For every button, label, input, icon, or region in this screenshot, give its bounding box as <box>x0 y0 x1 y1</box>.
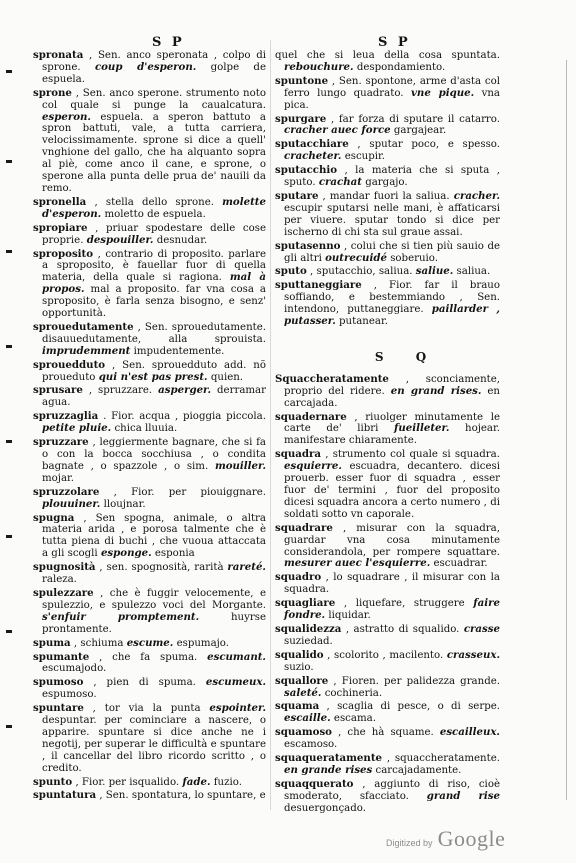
entry-definition: , sputar poco, e spesso. <box>357 139 500 151</box>
entry-french-equivalent: esquierre. <box>284 460 342 473</box>
entry-spanish-equivalent: escuadrar. <box>433 558 488 570</box>
entry-french-equivalent: vne pique. <box>411 86 475 99</box>
entry-headword: spronata <box>33 49 84 61</box>
dictionary-entry <box>33 50 266 86</box>
entry-headword: sprouedduto <box>33 358 106 371</box>
entry-definition: , misurar con la squadra, guardar vna cosa minutamente considerandola, per rompere squattare. <box>284 522 500 558</box>
entry-definition: , Sen. sprouedutamente. <box>137 321 266 333</box>
entry-headword: spurgare <box>275 112 327 125</box>
entry-headword: sproposito <box>33 247 94 260</box>
entry-french-equivalent: imprudemment <box>42 344 131 357</box>
entry-spanish-equivalent: liquidar. <box>328 610 371 622</box>
entry-spanish-equivalent: despuntar. per cominciare a nascere, o apparire. spuntare si dice anche ne i negotij, per superar le difficultà e spuntare , il cancellar del libro ricordo scritto , o credito. <box>42 715 266 774</box>
dictionary-entry <box>33 790 266 802</box>
entry-headword: spuntare <box>33 702 84 715</box>
entry-definition: , Sen. spontone, arme d'asta col ferro lungo quadrato. <box>284 75 500 99</box>
entry-spanish-equivalent: espuela. a speron battuto a spron battuti, vale, a tutta carriera, velocissimamente. sprone si dice a quell' vnghione del gallo, che ha alquanto sopra al piè, come anco il cane, e sprone, o sperone alla punta delle prua de' nauili da remo. <box>42 111 266 194</box>
entry-spanish-equivalent: suzio. <box>284 661 314 673</box>
entry-french-equivalent: escumant. <box>207 650 266 663</box>
page-edge-mark <box>6 440 12 443</box>
entry-french-equivalent: fueilleter. <box>393 422 450 435</box>
entry-french-equivalent: faire fondre. <box>284 597 500 622</box>
entry-definition: , squaccheratamente. <box>386 753 500 765</box>
entry-headword: squagliare <box>275 597 336 610</box>
entry-headword: sputo <box>275 265 307 278</box>
entry-headword: squallore <box>275 674 329 687</box>
entry-french-equivalent: fade. <box>182 775 211 788</box>
entry-definition: , aggiunto di riso, cioè smoderato, sfacciato. <box>284 778 500 802</box>
entry-spanish-equivalent: desnudar. <box>156 234 208 246</box>
entry-headword: squalido <box>275 648 324 661</box>
dictionary-entry <box>275 650 500 674</box>
page-edge-mark <box>6 70 12 73</box>
entry-definition: , sen. spognosità, rarità <box>99 562 224 574</box>
left-column <box>33 50 266 804</box>
running-head-right: S P <box>378 35 411 50</box>
entry-french-equivalent: escume. <box>126 636 174 649</box>
entry-headword: sprouedutamente <box>33 320 134 333</box>
entry-french-equivalent: en grand rises. <box>390 384 482 397</box>
entry-french-equivalent: en grande rises <box>284 763 373 776</box>
entry-headword: squadernare <box>275 410 347 423</box>
dictionary-entry <box>275 191 500 239</box>
entry-definition: , che fa spuma. <box>99 651 198 663</box>
entry-definition: , la materia che si sputa , sputo. <box>284 165 500 189</box>
entry-french-equivalent: mesurer auec l'esquierre. <box>284 557 431 570</box>
dictionary-entry <box>275 676 500 700</box>
dictionary-entry <box>275 139 500 163</box>
entry-definition: , sputacchio, saliua. <box>310 266 413 278</box>
entry-spanish-equivalent: esponia <box>154 548 195 560</box>
entry-spanish-equivalent: escamoso. <box>284 739 338 751</box>
entry-headword: squadro <box>275 571 322 584</box>
dictionary-entry <box>33 322 266 358</box>
entry-headword: squadrare <box>275 521 333 534</box>
dictionary-entry <box>33 249 266 320</box>
entry-french-equivalent: s'enfuir promptement. <box>42 610 200 623</box>
entry-headword: squaqueratamente <box>275 752 383 765</box>
entry-spanish-equivalent: soberuio. <box>390 252 438 264</box>
entry-headword: squaqquerato <box>275 777 354 790</box>
entry-headword: spumoso <box>33 676 84 689</box>
entry-headword: spruzzolare <box>33 485 100 498</box>
entry-spanish-equivalent: escupir sputarsi nelle mani, è affaticarsi per viuere. sputar tondo si dice per ischerno di chi sta sul graue assai. <box>284 202 500 238</box>
entry-definition: , tor via la punta <box>92 703 201 715</box>
entry-french-equivalent: molette d'esperon. <box>42 195 266 220</box>
entry-headword: squalidezza <box>275 622 342 635</box>
entry-spanish-equivalent: escuadra, decantero. dicesi prouerb. esser fuor di squadra , esser fuor de' termini , fuor del proposito dicesi squadra ancora a certo numero , di soldati sotto vn caporale. <box>284 461 500 520</box>
entry-headword: spuntone <box>275 74 329 87</box>
entry-french-equivalent: esponge. <box>100 547 152 560</box>
running-head-left: S P <box>152 35 185 50</box>
dictionary-entry <box>275 701 500 725</box>
entry-definition: , liquefare, struggere <box>343 598 465 610</box>
entry-definition: , riuolger minutamente le carte de' libri <box>284 411 500 435</box>
entry-definition: , Fior. per isqualido. <box>75 776 180 788</box>
entry-definition: , Fioren. per palidezza grande. <box>333 675 500 687</box>
dictionary-entry <box>33 197 266 221</box>
entry-spanish-equivalent: hojear. manifestare chiaramente. <box>284 423 500 447</box>
entry-spanish-equivalent: carcajadamente. <box>375 764 462 776</box>
entry-spanish-equivalent: espumoso. <box>42 689 97 701</box>
dictionary-entry <box>33 437 266 485</box>
entry-headword: sputacchiare <box>275 138 349 151</box>
entry-spanish-equivalent: escupir. <box>344 151 385 163</box>
entry-headword: sprusare <box>33 384 83 397</box>
entry-french-equivalent: despouiller. <box>86 233 154 246</box>
page-edge-mark <box>6 160 12 163</box>
dictionary-entry <box>33 88 266 195</box>
entry-definition: , Sen. anco sperone. strumento noto col quale si punge la caualcatura. <box>42 87 266 111</box>
entry-headword: spugnosità <box>33 561 96 574</box>
dictionary-entry <box>275 280 500 328</box>
entry-definition: , stella dello sprone. <box>94 196 214 208</box>
entry-french-equivalent: qui n'est pas prest. <box>98 370 208 383</box>
entry-headword: spropiare <box>33 221 88 234</box>
entry-spanish-equivalent: escama. <box>333 713 376 725</box>
entry-spanish-equivalent: derramar agua. <box>42 385 266 409</box>
entry-headword: sputtaneggiare <box>275 279 362 292</box>
dictionary-entry <box>33 638 266 650</box>
dictionary-entry <box>275 266 500 278</box>
entry-spanish-equivalent: cochineria. <box>324 687 383 699</box>
entry-definition: , leggiermente bagnare, che si fa o con la bocca socchiusa , o condita bagnate , o spazzole , o sim. <box>42 437 266 472</box>
entry-spanish-equivalent: huyrse prontamente. <box>42 611 266 635</box>
dictionary-entry <box>275 114 500 138</box>
dictionary-entry <box>275 727 500 751</box>
entry-french-equivalent: paillarder , putasser. <box>284 303 500 328</box>
entry-headword: sputare <box>275 189 319 202</box>
entry-definition: , schiuma <box>73 637 124 649</box>
entry-spanish-equivalent: vna pica. <box>284 87 500 111</box>
dictionary-entry <box>33 677 266 701</box>
entry-definition: , strumento col quale si squadra. <box>325 449 500 461</box>
entry-definition: , scaglia di pesce, o di serpe. <box>326 701 500 713</box>
entry-headword: spulezzare <box>33 586 94 599</box>
page-edge-mark <box>6 630 12 633</box>
entry-french-equivalent: escumeux. <box>205 676 266 689</box>
entry-definition: , Fior. per piouiggnare. <box>113 486 266 498</box>
dictionary-entry <box>275 241 500 265</box>
entry-spanish-equivalent: golpe de espuela. <box>42 61 266 85</box>
dictionary-entry <box>33 777 266 789</box>
entry-french-equivalent: crachat <box>318 176 362 189</box>
entry-definition: , pien di spuma. <box>93 677 196 689</box>
page-edge-mark <box>6 345 12 348</box>
entry-headword: sputasenno <box>275 239 341 252</box>
dictionary-entry <box>275 50 500 74</box>
entry-spanish-equivalent: despondamiento. <box>356 61 446 73</box>
entry-definition: , astratto di squalido. <box>345 623 460 635</box>
entry-french-equivalent: cracher auec force <box>284 124 391 137</box>
entry-french-equivalent: esperon. <box>42 110 91 123</box>
page-edge-mark <box>6 535 12 538</box>
entry-definition: , Fior. far il brauo soffiando, e bestemmiando , Sen. intendono, puttaneggiare. <box>284 280 500 316</box>
entry-definition: , che è fuggir velocemente, e spulezzio, e spulezzo voci del Morgante. <box>42 587 266 611</box>
entry-french-equivalent: outrecuidé <box>325 251 387 264</box>
dictionary-entry <box>275 412 500 448</box>
entry-spanish-equivalent: moletto de espuela. <box>104 208 206 220</box>
page-edge-mark <box>6 725 12 728</box>
entry-headword: spronella <box>33 195 87 208</box>
entry-spanish-equivalent: gargajear. <box>393 125 447 137</box>
entry-definition: , scolorito , macilento. <box>327 649 444 661</box>
entry-french-equivalent: cracher. <box>453 189 500 202</box>
entry-french-equivalent: crasseux. <box>446 648 500 661</box>
dictionary-entry <box>275 624 500 648</box>
entry-spanish-equivalent: raleza. <box>42 574 77 586</box>
entry-spanish-equivalent: fuzio. <box>213 776 242 788</box>
entry-spanish-equivalent: mal a proposito. far vna cosa a sproposito, è farla senza bisogno, e senz' opportunità. <box>42 284 266 320</box>
dictionary-entry <box>33 223 266 247</box>
entry-french-equivalent: espointer. <box>209 702 266 715</box>
dictionary-entry <box>33 385 266 409</box>
page-edge-right <box>566 60 567 800</box>
dictionary-entry <box>33 588 266 636</box>
entry-headword: spruzzaglia <box>33 410 99 423</box>
digitized-watermark <box>386 826 505 852</box>
dictionary-entry <box>275 753 500 777</box>
entry-headword: spunto <box>33 775 73 788</box>
watermark-prefix: Digitized by <box>386 838 433 848</box>
dictionary-entry <box>275 374 500 410</box>
entry-spanish-equivalent: suziedad. <box>284 635 333 647</box>
dictionary-entry <box>275 76 500 112</box>
dictionary-entry <box>33 652 266 676</box>
entry-definition: , priuar spodestare delle cose proprie. <box>42 222 267 246</box>
entry-french-equivalent: plouuiner. <box>42 497 101 510</box>
page-edge-mark <box>6 250 12 253</box>
entry-french-equivalent: mal à propos. <box>42 271 266 296</box>
entry-definition: , spruzzare. <box>88 385 153 397</box>
entry-french-equivalent: coup d'esperon. <box>94 60 197 73</box>
entry-headword: spruzzare <box>33 436 89 449</box>
entry-french-equivalent: saleté. <box>284 686 322 699</box>
entry-definition: , sconciamente, proprio del ridere. <box>284 373 500 397</box>
entry-spanish-equivalent: en carcajada. <box>284 385 500 409</box>
dictionary-entry <box>33 513 266 561</box>
dictionary-entry <box>33 562 266 586</box>
entry-spanish-equivalent: putanear. <box>339 316 388 328</box>
dictionary-entry <box>275 779 500 815</box>
entry-headword: squama <box>275 700 320 713</box>
dictionary-entry <box>275 449 500 520</box>
entry-spanish-equivalent: impudentemente. <box>133 345 225 357</box>
entry-definition: , lo squadrare , il misurar con la squadra. <box>284 572 500 596</box>
entry-spanish-equivalent: desuergonçado. <box>284 802 366 814</box>
entry-french-equivalent: rareté. <box>227 561 266 574</box>
entry-spanish-equivalent: lloujnar. <box>103 498 146 510</box>
entry-spanish-equivalent: gargajo. <box>365 177 408 189</box>
entry-spanish-equivalent: saliua. <box>456 266 491 278</box>
entry-spanish-equivalent: escumajodo. <box>42 663 107 675</box>
entry-headword: spuntatura <box>33 789 97 802</box>
google-logo: Google <box>437 826 506 851</box>
entry-spanish-equivalent: espumajo. <box>176 637 230 649</box>
entry-definition: , Sen spogna, animale, o altra materia arida , e porosa talmente che è tutta piena di buchi , che vuoua attaccata a gli scogli <box>42 512 266 560</box>
right-column <box>275 50 500 817</box>
entry-headword: sprone <box>33 86 72 99</box>
entry-definition: , Sen. spontatura, lo spuntare, e <box>99 790 266 802</box>
dictionary-entry <box>275 572 500 596</box>
entry-spanish-equivalent: chica lluuia. <box>114 423 178 435</box>
entry-definition: , contrario di proposito. parlare a sproposito, è fauellar fuor di quella materia, della quale si ragiona. <box>42 248 266 284</box>
entry-headword: spuma <box>33 636 71 649</box>
entry-french-equivalent: rebouchure. <box>284 60 354 73</box>
entry-definition: , colui che si tien più sauio de gli altri <box>284 240 500 264</box>
entry-definition: quel che si leua della cosa spuntata. <box>275 50 500 61</box>
entry-definition: , far forza di sputare il catarro. <box>330 113 500 125</box>
entry-definition: , mandar fuori la saliua. <box>322 190 450 202</box>
entry-french-equivalent: petite pluie. <box>42 422 112 435</box>
entry-spanish-equivalent: mojar. <box>42 472 75 484</box>
entry-french-equivalent: escaille. <box>284 712 331 725</box>
dictionary-entry <box>33 360 266 384</box>
entry-spanish-equivalent: quien. <box>210 371 244 383</box>
entry-headword: squadra <box>275 448 321 461</box>
dictionary-entry <box>33 703 266 774</box>
entry-french-equivalent: cracheter. <box>284 150 342 163</box>
dictionary-entry <box>33 487 266 511</box>
entry-headword: Squaccheratamente <box>275 372 389 385</box>
entry-definition: , Sen. sprouedduto add. nõ proueduto <box>42 359 266 383</box>
dictionary-entry <box>33 411 266 435</box>
entry-french-equivalent: escailleux. <box>439 726 500 739</box>
entry-french-equivalent: saliue. <box>415 265 454 278</box>
entry-french-equivalent: grand rise <box>426 789 500 802</box>
entry-headword: spumante <box>33 650 90 663</box>
dictionary-entry <box>275 598 500 622</box>
entry-french-equivalent: crasse <box>463 622 500 635</box>
entry-headword: spugna <box>33 511 75 524</box>
entry-definition: . Fior. acqua , pioggia piccola. <box>103 411 266 423</box>
entry-spanish-equivalent: disauuedutamente, alla sprouista. <box>42 333 266 345</box>
entry-definition: , Sen. anco speronata , colpo di sprone. <box>42 50 266 73</box>
entry-headword: squamoso <box>275 726 332 739</box>
column-gutter <box>270 40 271 810</box>
dictionary-entry <box>275 523 500 571</box>
entry-french-equivalent: asperger. <box>158 384 212 397</box>
entry-headword: sputacchio <box>275 164 338 177</box>
dictionary-entry <box>275 165 500 189</box>
entry-definition: , che hà squame. <box>338 727 434 739</box>
section-heading: S Q <box>374 349 441 364</box>
entry-french-equivalent: mouiller. <box>214 459 266 472</box>
